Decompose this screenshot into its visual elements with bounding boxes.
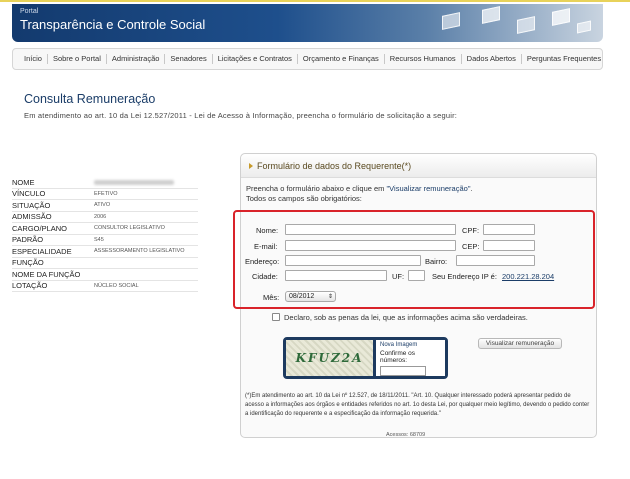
desc-prefix: Preencha o formulário abaixo e clique em xyxy=(246,184,387,193)
declaration-checkbox[interactable] xyxy=(272,313,280,321)
info-value: CONSULTOR LEGISLATIVO xyxy=(94,225,165,232)
info-label: CARGO/PLANO xyxy=(12,223,68,233)
mes-selected-value: 08/2012 xyxy=(289,293,315,300)
cidade-input[interactable] xyxy=(285,270,387,281)
bairro-input[interactable] xyxy=(456,255,535,266)
nav-item-dados-abertos[interactable]: Dados Abertos xyxy=(462,54,522,64)
banner-decoration xyxy=(577,21,591,34)
info-row-padrao xyxy=(12,235,198,247)
info-label: FUNÇÃO xyxy=(12,258,44,268)
banner-decoration xyxy=(482,6,500,24)
mes-select[interactable] xyxy=(285,291,336,302)
nav-item-senadores[interactable]: Senadores xyxy=(165,54,212,64)
nav-item-perguntas[interactable]: Perguntas Frequentes xyxy=(526,54,602,63)
ip-address-link[interactable]: 200.221.28.204 xyxy=(502,272,555,281)
top-accent-line xyxy=(0,0,630,2)
page-title: Consulta Remuneração xyxy=(24,92,156,106)
captcha-input[interactable] xyxy=(380,366,426,376)
confirm-label: Confirme os números: xyxy=(380,350,416,364)
info-label: ADMISSÃO xyxy=(12,212,52,222)
panel-header xyxy=(241,154,596,178)
uf-input[interactable] xyxy=(408,270,425,281)
banner-decoration xyxy=(442,12,460,30)
form-description xyxy=(246,184,473,204)
captcha-box xyxy=(283,337,448,379)
employee-info xyxy=(12,177,198,292)
info-value: S45 xyxy=(94,236,104,243)
info-value: 2006 xyxy=(94,213,107,220)
cpf-input[interactable] xyxy=(483,224,535,235)
info-value: NÚCLEO SOCIAL xyxy=(94,282,139,289)
nome-input[interactable] xyxy=(285,224,456,235)
info-row-especialidade xyxy=(12,246,198,258)
site-banner xyxy=(12,4,603,42)
info-value: EFETIVO xyxy=(94,190,118,197)
ip-label: Seu Endereço IP é: xyxy=(432,272,497,281)
captcha-image xyxy=(286,340,373,376)
redacted-name xyxy=(94,180,174,185)
site-title[interactable]: Transparência e Controle Social xyxy=(20,17,206,32)
info-row-nome-funcao xyxy=(12,269,198,281)
desc-suffix: . xyxy=(470,184,473,193)
nav-item-sobre[interactable]: Sobre o Portal xyxy=(48,54,107,64)
info-label: VÍNCULO xyxy=(12,189,46,199)
info-value: ATIVO xyxy=(94,202,111,209)
info-row-vinculo xyxy=(12,189,198,201)
cep-label: CEP: xyxy=(462,242,480,251)
nav-item-inicio[interactable]: Início xyxy=(19,54,48,64)
info-label: NOME DA FUNÇÃO xyxy=(12,269,81,279)
email-input[interactable] xyxy=(285,240,456,251)
info-row-funcao xyxy=(12,258,198,270)
select-arrows-icon: ⇕ xyxy=(327,294,333,300)
cpf-label: CPF: xyxy=(462,226,480,235)
desc-link-text: "Visualizar remuneração" xyxy=(386,184,471,193)
info-label: LOTAÇÃO xyxy=(12,281,48,291)
email-label: E-mail: xyxy=(254,242,278,251)
intro-text: Em atendimento ao art. 10 da Lei 12.527/2011 - Lei de Acesso à Informação, preencha o formulário de solicitação a seguir: xyxy=(24,111,458,120)
info-label: PADRÃO xyxy=(12,235,44,245)
declaration-text: Declaro, sob as penas da lei, que as informações acima são verdadeiras. xyxy=(284,313,528,322)
captcha-text: KFUZ2A xyxy=(295,351,364,365)
info-label: ESPECIALIDADE xyxy=(12,246,72,256)
access-counter: Acessos: 68709 xyxy=(386,432,426,438)
cidade-label: Cidade: xyxy=(252,272,278,281)
nome-label: Nome: xyxy=(256,226,279,235)
nav-item-licitacoes[interactable]: Licitações e Contratos xyxy=(213,54,298,64)
nav-item-recursos-humanos[interactable]: Recursos Humanos xyxy=(385,54,462,64)
info-row-lotacao xyxy=(12,281,198,293)
mes-label: Mês: xyxy=(263,293,280,302)
banner-decoration xyxy=(552,8,570,26)
nav-item-administracao[interactable]: Administração xyxy=(107,54,166,64)
info-value: ASSESSORAMENTO LEGISLATIVO xyxy=(94,248,185,255)
endereco-label: Endereço: xyxy=(245,257,280,266)
endereco-input[interactable] xyxy=(285,255,421,266)
info-row-situacao xyxy=(12,200,198,212)
cep-input[interactable] xyxy=(483,240,535,251)
visualizar-remuneracao-button[interactable]: Visualizar remuneração xyxy=(478,338,562,349)
info-row-admissao xyxy=(12,212,198,224)
info-label: SITUAÇÃO xyxy=(12,200,51,210)
required-note: Todos os campos são obrigatórios: xyxy=(246,194,362,203)
banner-decoration xyxy=(517,16,535,34)
legal-footnote: (*)Em atendimento ao art. 10 da Lei nº 12.527, de 18/11/2011. "Art. 10. Qualquer interessado poderá apresentar pedido de acesso a informações aos órgãos e entidades referidos no art. 1o desta Lei, por qualquer meio legítimo, devendo o pedido conter a identificação do requerente e a especificação da informação requerida." xyxy=(245,393,590,417)
new-image-link[interactable]: Nova Imagem xyxy=(380,342,418,348)
info-row-cargo xyxy=(12,223,198,235)
bairro-label: Bairro: xyxy=(425,257,448,266)
panel-title: Formulário de dados do Requerente(*) xyxy=(257,160,412,171)
info-label: NOME xyxy=(12,177,35,187)
arrow-right-icon xyxy=(249,163,253,169)
main-nav xyxy=(12,48,603,70)
info-row-nome xyxy=(12,177,198,189)
nav-item-orcamento[interactable]: Orçamento e Finanças xyxy=(298,54,385,64)
uf-label: UF: xyxy=(392,272,405,281)
portal-label: Portal xyxy=(20,8,39,15)
captcha-controls xyxy=(376,340,445,376)
